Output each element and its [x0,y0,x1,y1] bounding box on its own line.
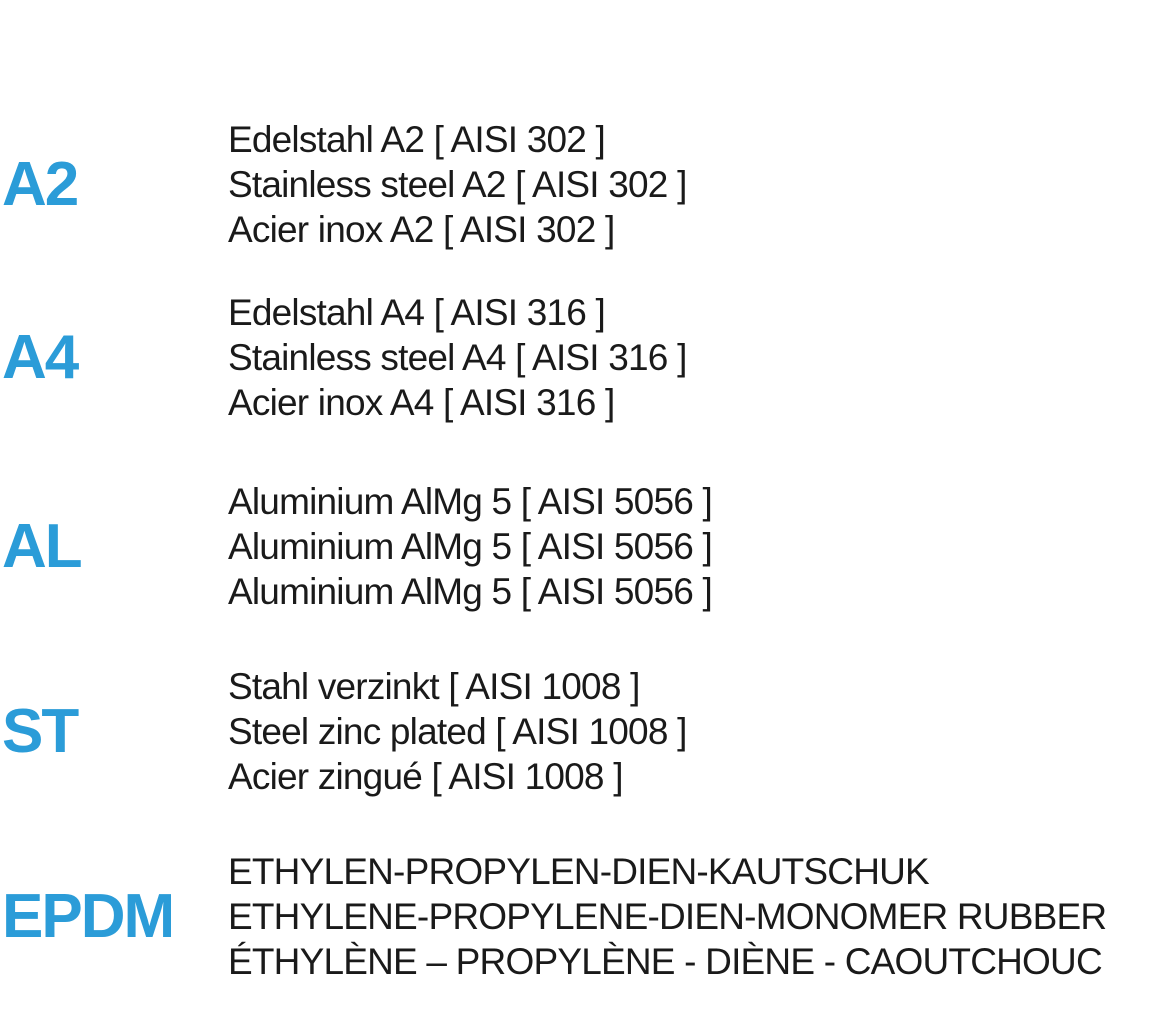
material-description [228,290,687,425]
material-line-fr: Acier inox A4 [ AISI 316 ] [228,382,615,423]
material-line-en: Aluminium AlMg 5 [ AISI 5056 ] [228,526,712,567]
material-row [0,664,1160,799]
material-code: A4 [2,322,78,392]
material-line-de: Edelstahl A2 [ AISI 302 ] [228,119,605,160]
material-line-de: ETHYLEN-PROPYLEN-DIEN-KAUTSCHUK [228,851,929,892]
material-code: A2 [2,149,78,219]
material-line-de: Aluminium AlMg 5 [ AISI 5056 ] [228,481,712,522]
material-line-fr: Acier inox A2 [ AISI 302 ] [228,209,615,250]
material-row [0,290,1160,425]
material-description [228,117,687,252]
material-code: ST [2,696,78,766]
material-line-de: Edelstahl A4 [ AISI 316 ] [228,292,605,333]
material-description [228,664,687,799]
material-row [0,849,1160,984]
material-row [0,117,1160,252]
material-line-fr: ÉTHYLÈNE – PROPYLÈNE - DIÈNE - CAOUTCHOUC [228,941,1102,982]
material-line-en: Steel zinc plated [ AISI 1008 ] [228,711,687,752]
material-line-fr: Acier zingué [ AISI 1008 ] [228,756,623,797]
material-description [228,479,712,614]
material-description [228,849,1106,984]
material-line-en: ETHYLENE-PROPYLENE-DIEN-MONOMER RUBBER [228,896,1107,937]
material-row [0,479,1160,614]
material-line-fr: Aluminium AlMg 5 [ AISI 5056 ] [228,571,712,612]
material-line-en: Stainless steel A4 [ AISI 316 ] [228,337,687,378]
material-line-de: Stahl verzinkt [ AISI 1008 ] [228,666,640,707]
material-code: EPDM [2,881,174,951]
material-code: AL [2,511,81,581]
material-line-en: Stainless steel A2 [ AISI 302 ] [228,164,687,205]
